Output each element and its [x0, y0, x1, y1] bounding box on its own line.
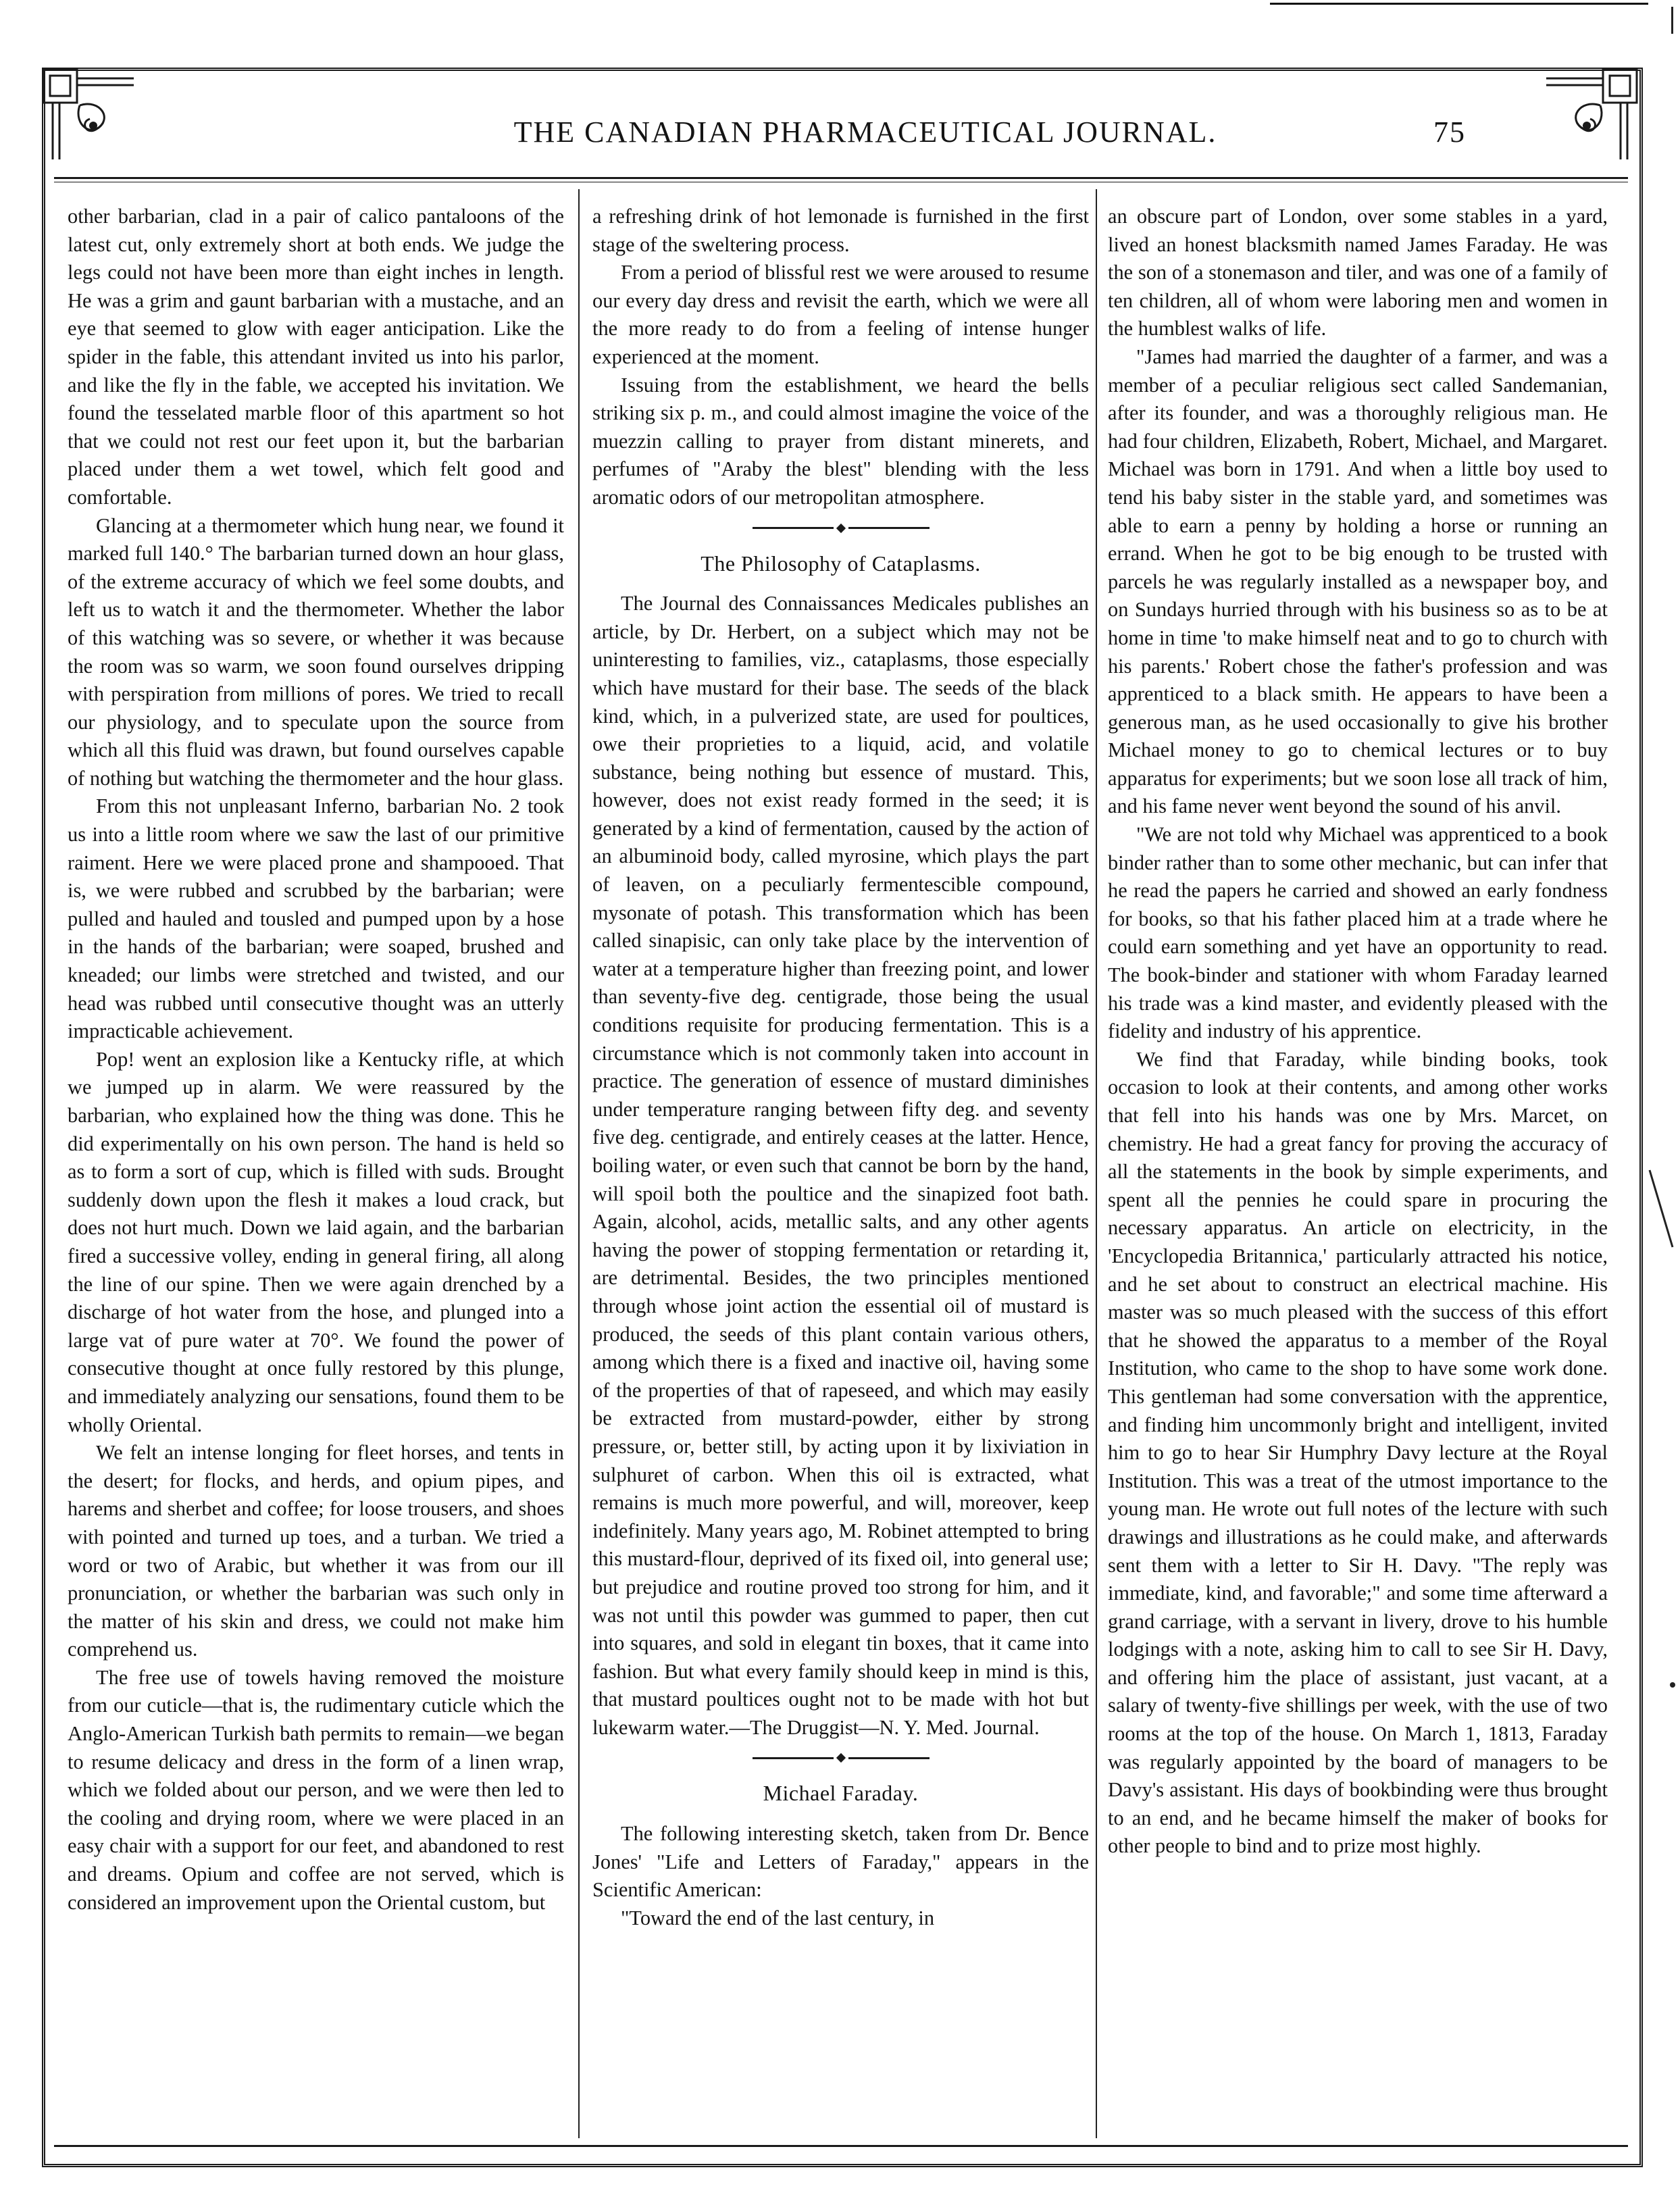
paragraph: We felt an intense longing for fleet horses, and tents in the desert; for flocks, and herds, and opium pipes, and harems and sherbet and coffee; for loose trousers, and shoes with pointed and turned up toes, and a turban. We tried a word or two of Arabic, but whether it was from our ill pronunciation, or whether the barbarian was such only in the matter of his skin and dress, we could not make him comprehend us. [68, 1441, 564, 1661]
header-rule [54, 177, 1628, 182]
paragraph: We find that Faraday, while binding books, took occasion to look at their contents, and among other works that fell into his hands was one by Mrs. Marcet, on chemistry. He had a great fancy for proving the accuracy of all the statements in the book by simple experiments, and spent all the pennies he could spare in procuring the necessary apparatus. An article on electricity, in the 'Encyclopedia Britannica,' particularly attracted his notice, and he set about to construct an electrical machine. His master was so much pleased with the success of this effort that he showed the apparatus to a member of the Royal Institution, who came to the shop to have some work done. This gentleman had some conversation with the apprentice, and finding him uncommonly bright and intelligent, invited him to go to hear Sir Humphry Davy lecture at the Royal Institution. This was a treat of the utmost importance to the young man. He wrote out full notes of the lecture with such drawings and illustrations as he could make, and afterwards sent them with a letter to Sir H. Davy. "The reply was immediate, kind, and favorable;" and some time afterward a grand carriage, with a servant in livery, drove to his humble lodgings with a note, asking him to call to see Sir H. Davy, and offering him the place of assistant, just vacant, at a salary of twenty-five shillings per week, with the use of two rooms at the top of the house. On March 1, 1813, Faraday was regularly appointed by the board of managers to be Davy's assistant. His days of bookbinding were thus brought to an end, and he became himself the maker of books for other people to bind and to prize most highly. [1108, 1047, 1608, 1858]
paragraph: "Toward the end of the last century, in [621, 1906, 935, 1929]
article-title-cataplasms: The Philosophy of Cataplasms. [701, 551, 981, 576]
column-1 [68, 203, 564, 2135]
column-divider [1096, 189, 1097, 2138]
article-title-faraday: Michael Faraday. [763, 1781, 919, 1806]
column-divider [578, 189, 580, 2138]
paragraph: an obscure part of London, over some stables in a yard, lived an honest blacksmith named James Faraday. He was the son of a stonemason and tiler, and was one of a family of ten children, all of whom were laboring men and women in the humblest walks of life. [1108, 205, 1608, 340]
column-3 [1108, 203, 1608, 2135]
paragraph: The free use of towels having removed the moisture from our cuticle—that is, the rudimentary cuticle which the Anglo-American Turkish bath permits to remain—we began to resume delicacy and dress in the form of a linen wrap, which we folded about our person, and we were then led to the cooling and drying room, where we were placed in an easy chair with a support for our feet, and abandoned to rest and dreams. Opium and coffee are not served, which is considered an improvement upon the Oriental custom, but [68, 1665, 564, 1914]
running-head [203, 115, 1473, 149]
section-divider [592, 1748, 1089, 1767]
paragraph: "We are not told why Michael was apprenticed to a book binder rather than to some other mechanic, but can infer that he read the papers he carried and showed an early fondness for books, so that his father placed him at a trade where he could earn something and yet have an opportunity to read. The book-binder and stationer with whom Faraday learned his trade was a kind master, and evidently pleased with the fidelity and industry of his apprentice. [1108, 823, 1608, 1043]
paragraph: Glancing at a thermometer which hung near, we found it marked full 140.° The barbarian turned down an hour glass, of the extreme accuracy of which we feel some doubts, and left us to watch it and the thermometer. Whether the labor of this watching was so severe, or whether it was because the room was so warm, we soon found ourselves dripping with perspiration from millions of pores. We tried to recall our physiology, and to speculate upon the source from which all this fluid was drawn, but found ourselves capable of nothing but watching the thermometer and the hour glass. [68, 513, 564, 790]
paragraph: From this not unpleasant Inferno, barbarian No. 2 took us into a little room where we saw the last of our primitive raiment. Here we were placed prone and shampooed. That is, we were rubbed and scrubbed by the barbarian; were pulled and hauled and tousled and pumped upon by a hose in the hands of the barbarian; were soaped, brushed and kneaded; our limbs were stretched and twisted, and our head was rubbed until consecutive thought was an utterly impracticable achievement. [68, 794, 564, 1043]
edge-mark [1671, 7, 1673, 34]
journal-title: THE CANADIAN PHARMACEUTICAL JOURNAL. [513, 116, 1217, 149]
corner-ornament-right-icon [1539, 65, 1641, 166]
paragraph: a refreshing drink of hot lemonade is furnished in the first stage of the sweltering process. [592, 205, 1089, 256]
paragraph: "James had married the daughter of a farmer, and was a member of a peculiar religious sect called Sandemanian, after its founder, and was a thoroughly religious man. He had four children, Elizabeth, Robert, Michael, and Margaret. Michael was born in 1791. And when a little boy used to tend his baby sister in the stable yard, and sometimes was able to earn a penny by holding a horse or running an errand. When he got to be big enough to be trusted with parcels he was regularly installed as a newspaper boy, and on Sundays hurried through with his business so as to be at home in time 'to make himself neat and to go to church with his parents.' Robert chose the father's profession and was apprenticed to a black smith. He appears to have been a generous man, as he used occasionally to give his brother Michael money to go to chemical lectures or to buy apparatus for experiments; but we soon lose all track of him, and his fame never went beyond the sound of his anvil. [1108, 345, 1608, 818]
paragraph: The following interesting sketch, taken from Dr. Bence Jones' "Life and Letters of Faraday," appears in the Scientific American: [592, 1822, 1089, 1902]
footer-rule [54, 2145, 1628, 2147]
paragraph: other barbarian, clad in a pair of calico pantaloons of the latest cut, only extremely short at both ends. We judge the legs could not have been more than eight inches in length. He was a grim and gaunt barbarian with a mustache, and an eye that seemed to glow with eager anticipation. Like the spider in the fable, this attendant invited us into his parlor, and like the fly in the fable, we accepted his invitation. We found the tesselated marble floor of this apartment so hot that we could not rest our feet upon it, but the barbarian placed under them a wet towel, which felt good and comfortable. [68, 205, 564, 509]
corner-ornament-left-icon [39, 65, 141, 166]
page-number: 75 [1433, 116, 1466, 149]
paragraph: Issuing from the establishment, we heard the bells striking six p. m., and could almost imagine the voice of the muezzin calling to prayer from distant minerets, and perfumes of "Araby the blest" blending with the less aromatic odors of our metropolitan atmosphere. [592, 373, 1089, 509]
section-divider [592, 519, 1089, 538]
margin-dot [1670, 1682, 1675, 1688]
paragraph: From a period of blissful rest we were aroused to resume our every day dress and revisit the earth, which we were all the more ready to do from a feeling of intense hunger experienced at the moment. [592, 261, 1089, 368]
margin-stroke-icon [1648, 1169, 1675, 1250]
paragraph: The Journal des Connaissances Medicales publishes an article, by Dr. Herbert, on a subject which may not be uninteresting to families, viz., cataplasms, those especially which have mustard for their base. The seeds of the black kind, which, in a pulverized state, are used for poultices, owe their proprieties to a liquid, acid, and volatile substance, being nothing but essence of mustard. This, however, does not exist ready formed in the seed; it is generated by a kind of fermentation, caused by the action of an albuminoid body, called myrosine, which plays the part of leaven, on a peculiarly fermentescible compound, mysonate of potash. This transformation which has been called sinapisic, can only take place by the intervention of water at a temperature higher than freezing point, and lower than seventy-five deg. centigrade, those being the usual conditions requisite for producing fermentation. This is a circumstance which is not commonly taken into account in practice. The generation of essence of mustard diminishes under temperature ranging between fifty deg. and seventy five deg. centigrade, and entirely ceases at the latter. Hence, boiling water, or even such that cannot be born by the hand, will spoil both the poultice and the sinapized foot bath. Again, alcohol, acids, metallic salts, and any other agents having the power of stopping fermentation or retarding it, are detrimental. Besides, the two principles mentioned through whose joint action the essential oil of mustard is produced, the seeds of this plant contain various others, among which there is a fixed and inactive oil, having some of the properties of that of rapeseed, and which may easily be extracted from mustard-powder, either by strong pressure, or, better still, by acting upon it by lixiviation in sulphuret of carbon. When this oil is extracted, what remains is much more powerful, and will, moreover, keep indefinitely. Many years ago, M. Robinet attempted to bring this mustard-flour, deprived of its fixed oil, into general use; but prejudice and routine proved too strong for him, and it was not until this powder was gummed to paper, then cut into squares, and sold in elegant tin boxes, that it came into fashion. But what every family should keep in mind is this, that mustard poultices ought not to be made with hot but lukewarm water.—The Druggist—N. Y. Med. Journal. [592, 592, 1089, 1739]
column-2 [592, 203, 1089, 2135]
top-edge-rule [1270, 3, 1648, 5]
paragraph: Pop! went an explosion like a Kentucky rifle, at which we jumped up in alarm. We were reassured by the barbarian, who explained how the thing was done. This he did experimentally on his own person. The hand is held so as to form a sort of cup, which is filled with suds. Brought suddenly down upon the flesh it makes a loud crack, but does not hurt much. Down we laid again, and the barbarian fired a successive volley, ending in general firing, all along the line of our spine. Then we were again drenched by a discharge of hot water from the hose, and plunged into a large vat of pure water at 70°. We found the power of consecutive thought at once fully restored by this plunge, and immediately analyzing our sensations, found them to be wholly Oriental. [68, 1047, 564, 1436]
